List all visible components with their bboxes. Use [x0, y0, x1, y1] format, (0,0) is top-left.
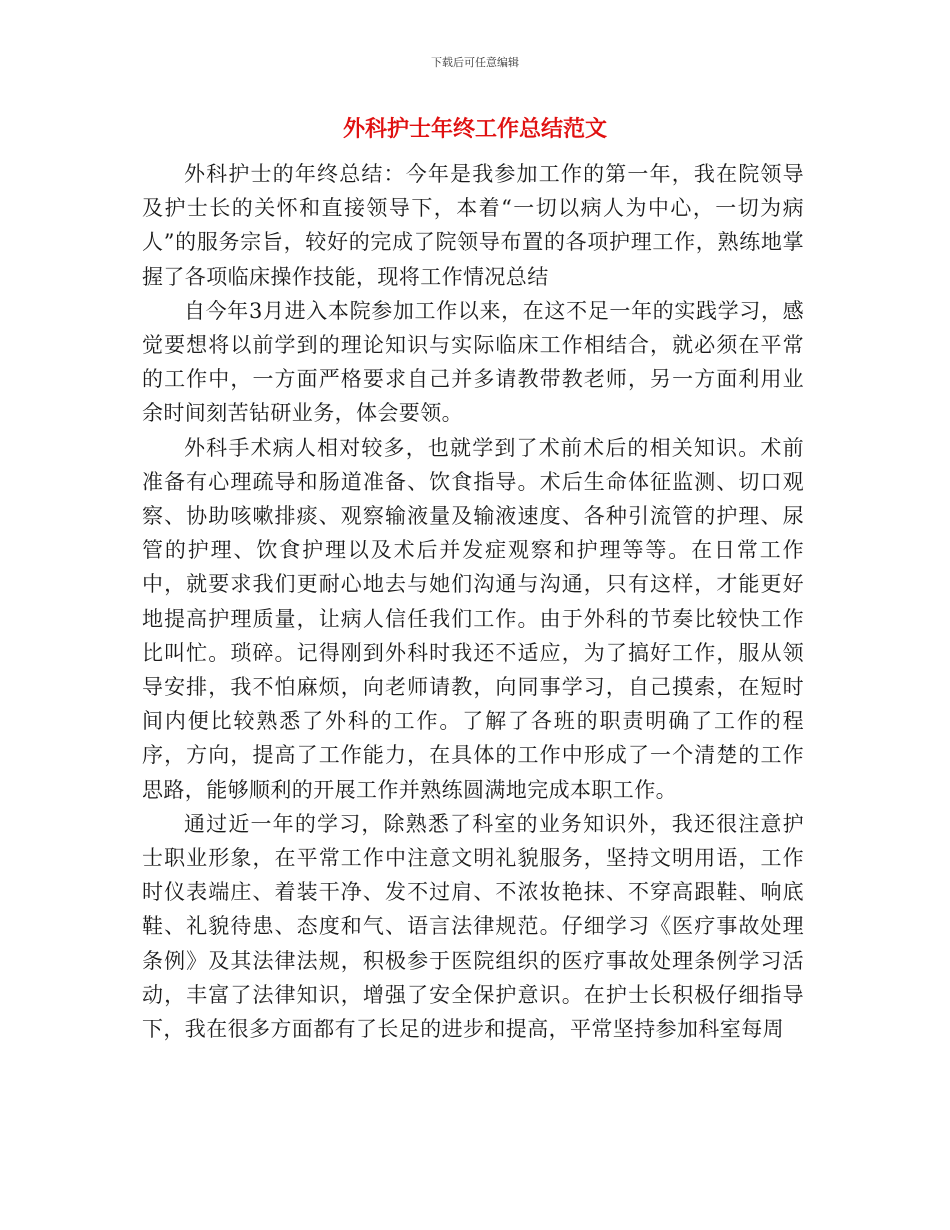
- document-body: [142, 157, 804, 1046]
- document-title: 外科护士年终工作总结范文: [342, 117, 607, 142]
- paragraph-2: 自今年3月进入本院参加工作以来，在这不足一年的实践学习，感觉要想将以前学到的理论知识与实际临床工作相结合，就必须在平常的工作中，一方面严格要求自己并多请教带教老师，另一方面利用业余时间刻苦钻研业务，体会要领。: [142, 298, 804, 426]
- paragraph-1: 外科护士的年终总结：今年是我参加工作的第一年，我在院领导及护士长的关怀和直接领导下，本着“一切以病人为中心，一切为病人”的服务宗旨，较好的完成了院领导布置的各项护理工作，熟练地掌握了各项临床操作技能，现将工作情况总结: [142, 162, 804, 289]
- header-note: 下载后可任意编辑: [431, 56, 519, 69]
- paragraph-4: 通过近一年的学习，除熟悉了科室的业务知识外，我还很注意护士职业形象，在平常工作中注意文明礼貌服务，坚持文明用语，工作时仪表端庄、着装干净、发不过肩、不浓妆艳抹、不穿高跟鞋、响底鞋、礼貌待患、态度和气、语言法律规范。仔细学习《医疗事故处理条例》及其法律法规，积极参于医院组织的医疗事故处理条例学习活动，丰富了法律知识，增强了安全保护意识。在护士长积极仔细指导下，我在很多方面都有了长足的进步和提高，平常坚持参加科室每周: [142, 811, 804, 1042]
- paragraph-3: 外科手术病人相对较多，也就学到了术前术后的相关知识。术前准备有心理疏导和肠道准备、饮食指导。术后生命体征监测、切口观察、协助咳嗽排痰、观察输液量及输液速度、各种引流管的护理、尿管的护理、饮食护理以及术后并发症观察和护理等等。在日常工作中，就要求我们更耐心地去与她们沟通与沟通，只有这样，才能更好地提高护理质量，让病人信任我们工作。由于外科的节奏比较快工作比叫忙。琐碎。记得刚到外科时我还不适应，为了搞好工作，服从领导安排，我不怕麻烦，向老师请教，向同事学习，自己摸索，在短时间内便比较熟悉了外科的工作。了解了各班的职责明确了工作的程序，方向，提高了工作能力，在具体的工作中形成了一个清楚的工作思路，能够顺利的开展工作并熟练圆满地完成本职工作。: [142, 435, 804, 802]
